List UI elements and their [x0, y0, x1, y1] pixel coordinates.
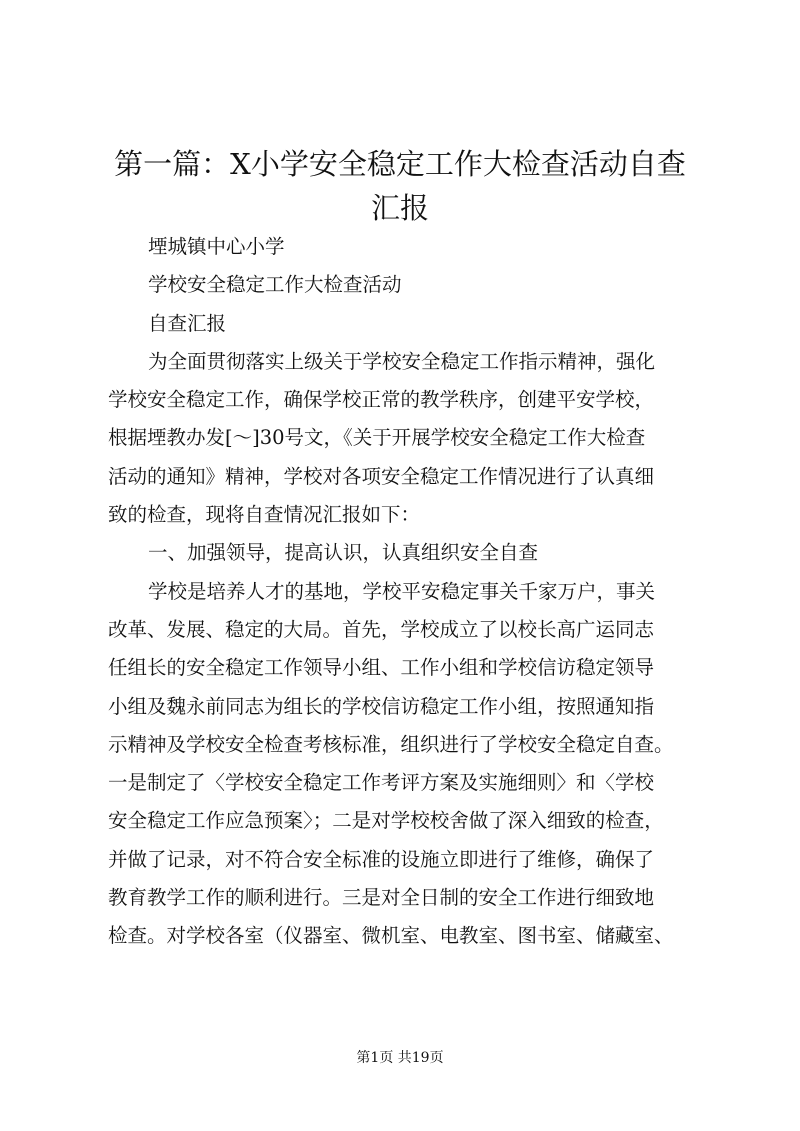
paragraph-line: 并做了记录，对不符合安全标准的设施立即进行了维修，确保了 — [108, 847, 655, 871]
section-heading: 一、加强领导，提高认识，认真组织安全自查 — [148, 541, 539, 565]
title-line-1: 第一篇：X小学安全稳定工作大检查活动自查 — [114, 147, 686, 181]
school-name: 堙城镇中心小学 — [148, 235, 285, 258]
paragraph-line: 检查。对学校各室（仪器室、微机室、电教室、图书室、储藏室、 — [108, 924, 674, 948]
paragraph-line: 安全稳定工作应急预案〉；二是对学校校舍做了深入细致的检查， — [108, 809, 664, 833]
paragraph-line: 教育教学工作的顺利进行。三是对全日制的安全工作进行细致地 — [108, 886, 655, 910]
title-line-2: 汇报 — [370, 191, 429, 225]
paragraph-line: 为全面贯彻落实上级关于学校安全稳定工作指示精神，强化 — [148, 349, 656, 373]
paragraph-line: 小组及魏永前同志为组长的学校信访稳定工作小组，按照通知指 — [108, 694, 655, 718]
report-label: 自查汇报 — [148, 311, 227, 335]
page-footer: 第1页 共19页 — [356, 1050, 444, 1066]
paragraph-line: 示精神及学校安全检查考核标准，组织进行了学校安全稳定自查。 — [108, 732, 674, 756]
paragraph-line: 学校是培养人才的基地，学校平安稳定事关千家万户，事关 — [148, 579, 656, 603]
paragraph-line: 致的检查，现将自查情况汇报如下： — [108, 503, 421, 527]
paragraph-line: 任组长的安全稳定工作领导小组、工作小组和学校信访稳定领导 — [108, 656, 655, 680]
paragraph-line: 学校安全稳定工作，确保学校正常的教学秩序，创建平安学校， — [108, 388, 655, 412]
paragraph-line: 根据堙教办发[～]30号文，《关于开展学校安全稳定工作大检查 — [108, 426, 646, 450]
paragraph-line: 活动的通知》精神，学校对各项安全稳定工作情况进行了认真细 — [108, 464, 655, 488]
paragraph-line: 改革、发展、稳定的大局。首先，学校成立了以校长高广运同志 — [108, 617, 655, 641]
activity-name: 学校安全稳定工作大检查活动 — [148, 273, 402, 297]
document-body — [108, 228, 708, 956]
document-title — [90, 142, 710, 230]
paragraph-line: 一是制定了〈学校安全稳定工作考评方案及实施细则〉和〈学校 — [108, 771, 655, 795]
